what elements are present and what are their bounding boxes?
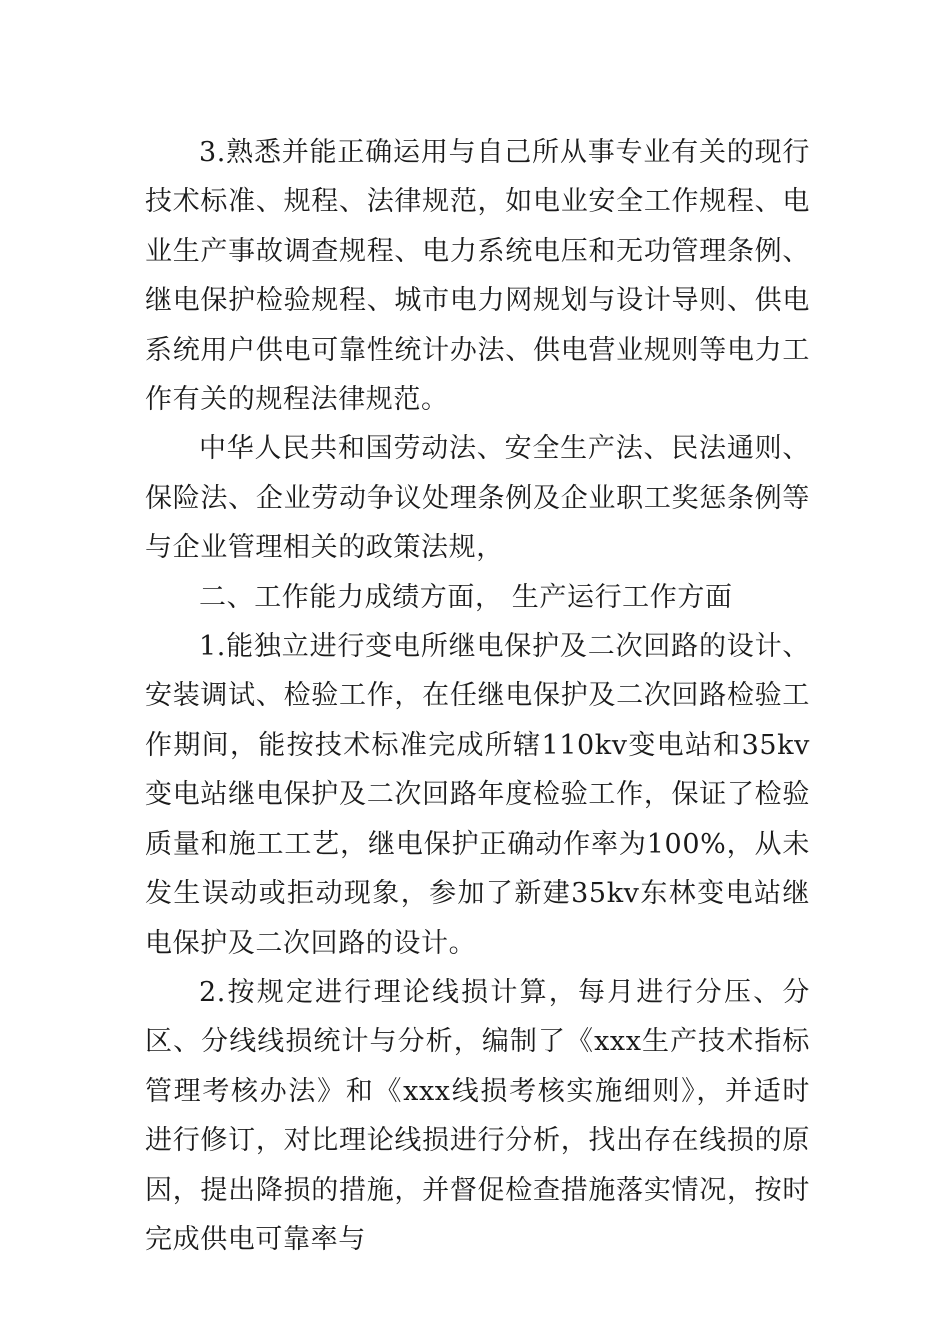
paragraph-regulations: 3.熟悉并能正确运用与自己所从事专业有关的现行技术标准、规程、法律规范，如电业安全工作规程、电业生产事故调查规程、电力系统电压和无功管理条例、继电保护检验规程、城市电力网规划与设计导则、供电系统用户供电可靠性统计办法、供电营业规则等电力工作有关的规程法律规范。 xyxy=(145,137,810,416)
paragraph-line-loss: 2.按规定进行理论线损计算，每月进行分压、分区、分线线损统计与分析，编制了《xxx生产技术指标管理考核办法》和《xxx线损考核实施细则》，并适时进行修订，对比理论线损进行分析，找出存在线损的原因，提出降损的措施，并督促检查措施落实情况，按时完成供电可靠率与 xyxy=(145,976,810,1255)
section-heading-work-ability: 二、工作能力成绩方面， 生产运行工作方面 xyxy=(199,581,733,613)
document-body xyxy=(145,128,810,1264)
paragraph-policy-laws: 中华人民共和国劳动法、安全生产法、民法通则、保险法、企业劳动争议处理条例及企业职工奖惩条例等与企业管理相关的政策法规， xyxy=(145,433,810,564)
paragraph-relay-protection: 1.能独立进行变电所继电保护及二次回路的设计、安装调试、检验工作，在任继电保护及二次回路检验工作期间，能按技术标准完成所辖110kv变电站和35kv变电站继电保护及二次回路年度检验工作，保证了检验质量和施工工艺，继电保护正确动作率为100%，从未发生误动或拒动现象，参加了新建35kv东林变电站继电保护及二次回路的设计。 xyxy=(145,631,810,959)
